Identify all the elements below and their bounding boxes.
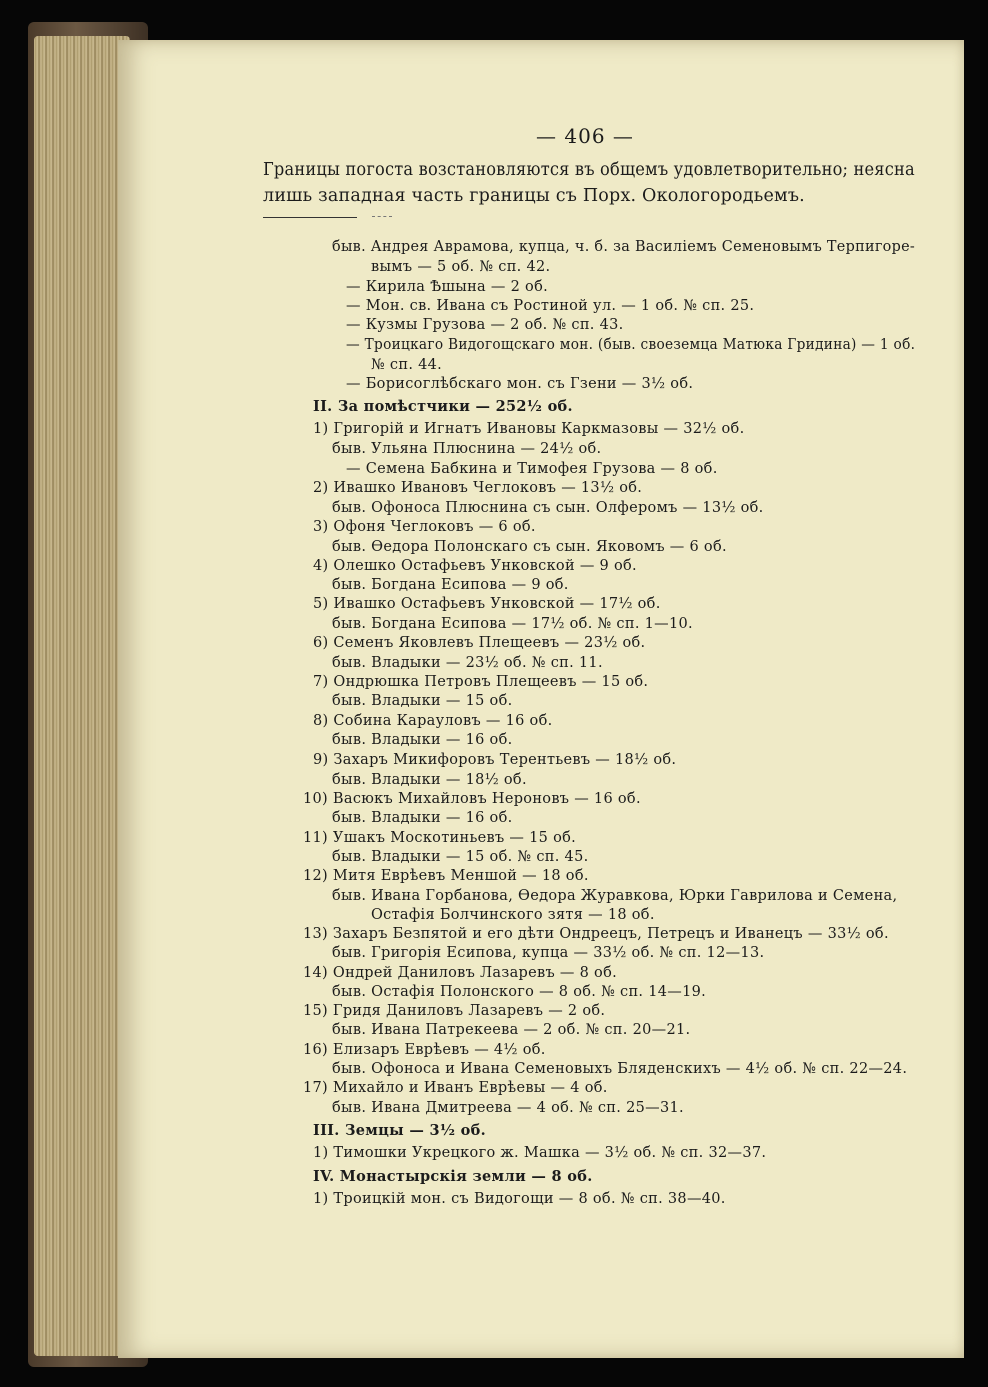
entry-line: 3) Офоня Чеглоковъ — 6 об. [313,519,536,535]
section-heading: IV. Монастырскiя земли — 8 об. [313,1168,593,1185]
intro-line-2: лишь западная часть границы съ Порх. Окологородьемъ. [263,186,805,206]
entry-line: быв. Остафiя Полонского — 8 об. № сп. 14—19. [332,984,707,1000]
entry-line: 5) Ивашко Остафьевъ Унковской — 17½ об. [313,596,661,612]
entry-line: быв. Владыки — 15 об. № сп. 45. [332,849,589,865]
entry-line: — Борисоглѣбскаго мон. съ Гзени — 3½ об. [346,376,694,392]
section-heading: III. Земцы — 3½ об. [313,1122,486,1139]
entry-line: 7) Ондрюшка Петровъ Плещеевъ — 15 об. [313,674,649,690]
entry-line: 9) Захаръ Микифоровъ Терентьевъ — 18½ об. [313,752,677,768]
section-divider [263,217,357,218]
entry-line: Остафiя Болчинского зятя — 18 об. [371,907,655,923]
entry-line: 1) Григорiй и Игнатъ Ивановы Каркмазовы — 32½ об. [313,421,745,437]
entry-line: вымъ — 5 об. № сп. 42. [371,259,551,275]
entry-line: 13) Захаръ Безпятой и его дѣти Ондреецъ, Петрецъ и Иванецъ — 33½ об. [303,926,889,942]
entry-line: быв. Богдана Есипова — 9 об. [332,577,569,593]
entry-line: — Троицкаго Видогощскаго мон. (быв. своеземца Матюка Гридина) — 1 об. [346,337,916,353]
entry-line: — Мон. св. Ивана съ Ростиной ул. — 1 об. № сп. 25. [346,298,755,314]
entry-line: быв. Офоноса и Ивана Семеновыхъ Бляденскихъ — 4½ об. № сп. 22—24. [332,1061,908,1077]
entry-line: быв. Офоноса Плюснина съ сын. Олферомъ — 13½ об. [332,500,764,516]
entry-line: 6) Семенъ Яковлевъ Плещеевъ — 23½ об. [313,635,646,651]
entry-line: 1) Тимошки Укрецкого ж. Машка — 3½ об. № сп. 32—37. [313,1145,767,1161]
entry-line: — Кузмы Грузова — 2 об. № сп. 43. [346,317,624,333]
entry-line: быв. Владыки — 18½ об. [332,772,527,788]
entry-line: 15) Гридя Даниловъ Лазаревъ — 2 об. [303,1003,606,1019]
intro-line-1: Границы погоста возстановляются въ общемъ удовлетворительно; неясна [263,160,915,180]
entry-line: быв. Ивана Дмитреева — 4 об. № сп. 25—31. [332,1100,684,1116]
entry-line: быв. Владыки — 15 об. [332,693,513,709]
entry-line: 4) Олешко Остафьевъ Унковской — 9 об. [313,558,637,574]
entry-line: быв. Владыки — 16 об. [332,732,513,748]
entry-line: быв. Ульяна Плюснина — 24½ об. [332,441,602,457]
entry-line: быв. Богдана Есипова — 17½ об. № сп. 1—10. [332,616,693,632]
entry-line: быв. Владыки — 23½ об. № сп. 11. [332,655,603,671]
entry-line: 16) Елизаръ Еврѣевъ — 4½ об. [303,1042,546,1058]
entry-line: 2) Ивашко Ивановъ Чеглоковъ — 13½ об. [313,480,643,496]
entry-line: 8) Собина Карауловъ — 16 об. [313,713,553,729]
entry-line: быв. Владыки — 16 об. [332,810,513,826]
divider-mark [372,216,392,217]
entry-line: быв. Ивана Горбанова, Ѳедора Журавкова, Юрки Гаврилова и Семена, [332,888,898,904]
section-heading: II. За помѣстчики — 252½ об. [313,398,573,415]
entry-line: № сп. 44. [371,357,443,373]
entry-line: 17) Михайло и Иванъ Еврѣевы — 4 об. [303,1080,608,1096]
entry-line: 11) Ушакъ Москотиньевъ — 15 об. [303,830,577,846]
entry-line: — Кирила Ѣшына — 2 об. [346,279,549,295]
entry-line: быв. Ивана Патрекеева — 2 об. № сп. 20—21. [332,1022,691,1038]
entry-line: 1) Троицкiй мон. съ Видогощи — 8 об. № сп. 38—40. [313,1191,726,1207]
entry-line: быв. Ѳедора Полонскаго съ сын. Яковомъ — 6 об. [332,539,727,555]
entry-line: 12) Митя Еврѣевъ Меншой — 18 об. [303,868,589,884]
entry-line: 10) Васюкъ Михайловъ Нероновъ — 16 об. [303,791,641,807]
entry-line: — Семена Бабкина и Тимофея Грузова — 8 об. [346,461,718,477]
entry-line: быв. Григорiя Есипова, купца — 33½ об. № сп. 12—13. [332,945,765,961]
entry-line: быв. Андрея Аврамова, купца, ч. б. за Василiемъ Семеновымъ Терпигоре- [332,239,916,255]
page-number: — 406 — [536,124,634,148]
entry-line: 14) Ондрей Даниловъ Лазаревъ — 8 об. [303,965,618,981]
